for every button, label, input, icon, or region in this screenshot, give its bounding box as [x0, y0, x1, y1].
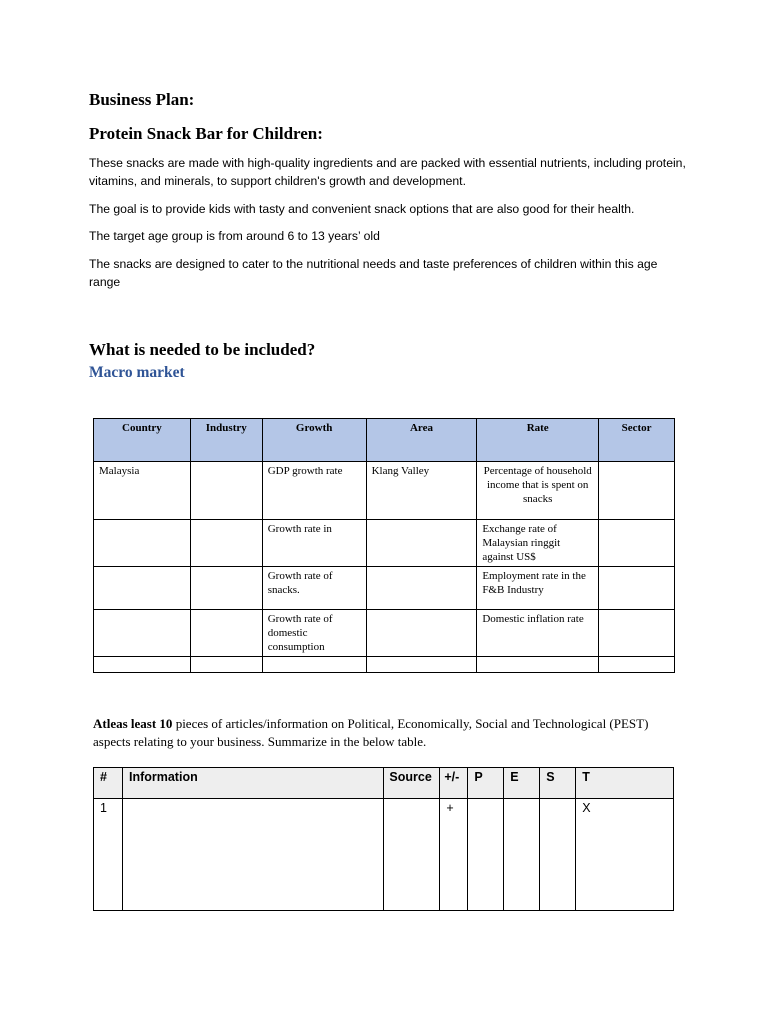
header-rate: Rate: [477, 419, 599, 462]
table-cell: Growth rate of snacks.: [262, 567, 366, 610]
table-cell: Percentage of household income that is spent on snacks: [477, 462, 599, 520]
paragraph-goal: The goal is to provide kids with tasty and convenient snack options that are also good for their health.: [89, 202, 635, 216]
table-cell: [540, 799, 576, 911]
header-area: Area: [366, 419, 477, 462]
pest-instructions: [93, 715, 653, 751]
title-product: Protein Snack Bar for Children:: [89, 124, 323, 143]
header-sector: Sector: [599, 419, 675, 462]
pest-table: [93, 767, 674, 911]
table-cell: Domestic inflation rate: [477, 610, 599, 657]
header-country: Country: [94, 419, 191, 462]
table-cell: [599, 657, 675, 673]
table-cell: [366, 567, 477, 610]
table-cell: Exchange rate of Malaysian ringgit against US$: [477, 520, 599, 567]
table-cell: Growth rate in: [262, 520, 366, 567]
table-cell: [366, 610, 477, 657]
table-cell: [384, 799, 440, 911]
table-cell: [262, 657, 366, 673]
table-cell: [366, 520, 477, 567]
paragraph-ingredients: These snacks are made with high-quality ingredients and are packed with essential nutrients, including protein, vitamins, and minerals, to support children's growth and development.: [89, 156, 686, 188]
table-cell: [599, 610, 675, 657]
table-cell: [122, 799, 383, 911]
section-title: What is needed to be included?: [89, 340, 316, 359]
table-cell: [94, 657, 191, 673]
table-cell: [504, 799, 540, 911]
header-growth: Growth: [262, 419, 366, 462]
table-cell: [190, 610, 262, 657]
table-row: [94, 610, 675, 657]
table-cell: [366, 657, 477, 673]
paragraph-design: The snacks are designed to cater to the nutritional needs and taste preferences of children within this age range: [89, 257, 658, 289]
header-p: P: [468, 768, 504, 799]
macro-market-table: [93, 418, 675, 673]
section-subtitle-macro-market: Macro market: [89, 364, 185, 381]
table-cell: [477, 657, 599, 673]
table-row: [94, 462, 675, 520]
table-cell: [468, 799, 504, 911]
header-t: T: [576, 768, 674, 799]
table-cell: Employment rate in the F&B Industry: [477, 567, 599, 610]
header-plus-minus: +/-: [440, 768, 468, 799]
table-cell: +: [440, 799, 468, 911]
table-cell: [599, 462, 675, 520]
table-header-row: [94, 419, 675, 462]
table-cell: GDP growth rate: [262, 462, 366, 520]
header-source: Source: [384, 768, 440, 799]
table-cell: [94, 567, 191, 610]
table-header-row: [94, 768, 674, 799]
header-information: Information: [122, 768, 383, 799]
table-row: [94, 657, 675, 673]
table-cell: 1: [94, 799, 123, 911]
table-cell: [190, 657, 262, 673]
header-s: S: [540, 768, 576, 799]
table-cell: [599, 520, 675, 567]
pest-instructions-text: pieces of articles/information on Political, Economically, Social and Technological (PEST) aspects relating to your business. Summarize in the below table.: [93, 716, 649, 749]
title-business-plan: Business Plan:: [89, 90, 195, 109]
header-industry: Industry: [190, 419, 262, 462]
table-cell: Growth rate of domestic consumption: [262, 610, 366, 657]
table-row: [94, 799, 674, 911]
paragraph-age-group: The target age group is from around 6 to 13 years’ old: [89, 229, 380, 243]
table-cell: [190, 520, 262, 567]
table-cell: [94, 610, 191, 657]
header-e: E: [504, 768, 540, 799]
table-cell: X: [576, 799, 674, 911]
table-row: [94, 567, 675, 610]
table-row: [94, 520, 675, 567]
table-cell: [190, 567, 262, 610]
pest-instructions-bold: Atleas least 10: [93, 716, 173, 731]
table-cell: [94, 520, 191, 567]
table-cell: Klang Valley: [366, 462, 477, 520]
table-cell: [599, 567, 675, 610]
header-number: #: [94, 768, 123, 799]
table-cell: Malaysia: [94, 462, 191, 520]
table-cell: [190, 462, 262, 520]
